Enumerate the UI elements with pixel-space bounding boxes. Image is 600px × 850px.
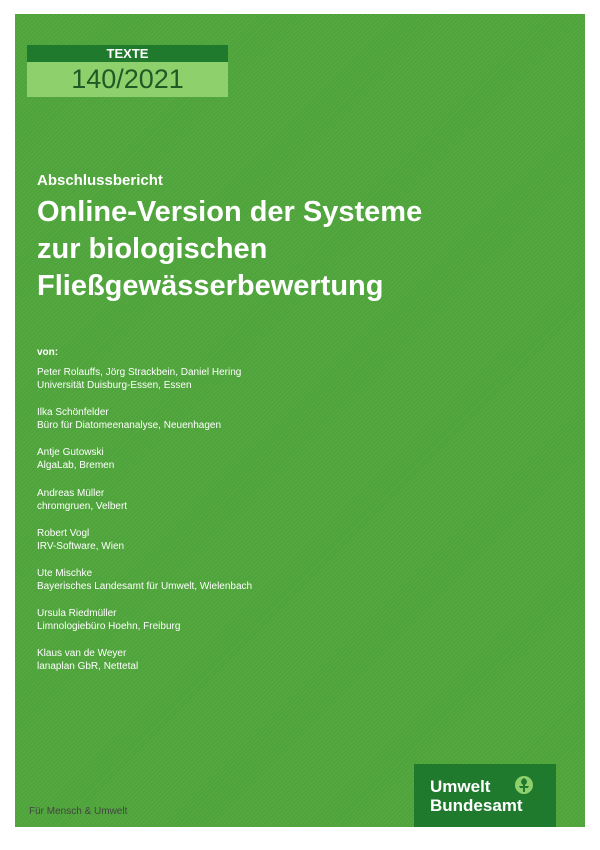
author-affiliation: Limnologiebüro Hoehn, Freiburg (37, 621, 181, 633)
title-line: Online-Version der Systeme (37, 196, 423, 228)
document-title (37, 194, 537, 305)
logo-line-2: Bundesamt (430, 796, 523, 815)
title-line: zur biologischen (37, 233, 268, 265)
logo-line-1: Umwelt (430, 777, 491, 796)
umweltbundesamt-tree-logo-icon (514, 775, 534, 795)
author-entry (37, 647, 457, 687)
author-entry (37, 446, 457, 486)
author-names: Robert Vogl (37, 527, 90, 539)
author-names: Andreas Müller (37, 487, 105, 499)
logo-wordmark (430, 777, 523, 815)
author-affiliation: IRV-Software, Wien (37, 540, 125, 552)
author-names: Klaus van de Weyer (37, 648, 127, 660)
author-affiliation: Büro für Diatomeenanalyse, Neuenhagen (37, 420, 222, 432)
author-entry (37, 527, 457, 567)
author-entry (37, 607, 457, 647)
report-type: Abschlussbericht (37, 172, 163, 189)
author-names: Ursula Riedmüller (37, 608, 117, 620)
footer-motto: Für Mensch & Umwelt (29, 806, 128, 817)
author-affiliation: Universität Duisburg-Essen, Essen (37, 380, 192, 391)
author-entry (37, 366, 457, 406)
author-names: Ilka Schönfelder (37, 407, 109, 419)
umweltbundesamt-logo (414, 764, 556, 827)
author-entry (37, 487, 457, 527)
author-entry (37, 406, 457, 446)
series-label: TEXTE (27, 45, 228, 62)
series-badge (27, 45, 228, 97)
author-names: Peter Rolauffs, Jörg Strackbein, Daniel Hering (37, 367, 242, 378)
author-affiliation: AlgaLab, Bremen (37, 460, 115, 472)
author-names: Antje Gutowski (37, 447, 104, 459)
author-affiliation: Bayerisches Landesamt für Umwelt, Wielenbach (37, 580, 253, 592)
authors-heading: von: (37, 347, 59, 358)
series-number: 140/2021 (27, 62, 228, 97)
author-affiliation: lanaplan GbR, Nettetal (37, 661, 139, 673)
title-line: Fließgewässerbewertung (37, 270, 384, 302)
author-affiliation: chromgruen, Velbert (37, 500, 128, 512)
author-names: Ute Mischke (37, 567, 93, 579)
author-entry (37, 567, 457, 607)
author-list (37, 366, 457, 688)
